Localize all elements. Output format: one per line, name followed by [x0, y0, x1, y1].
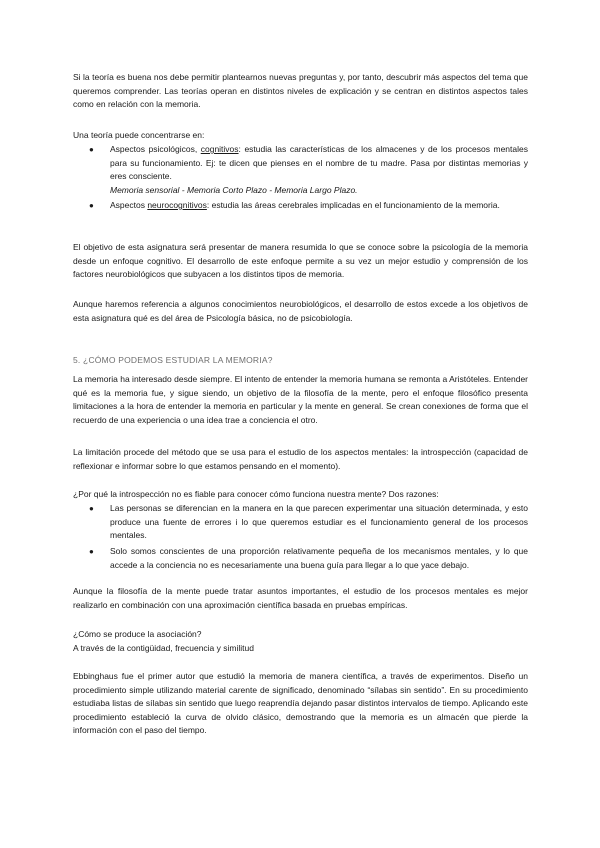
paragraph-neurobiology: Aunque haremos referencia a algunos conocimientos neurobiológicos, el desarrollo de estos excede a los objetivos de esta asignatura qué es del área de Psicología básica, no de psicobiología. — [73, 299, 528, 323]
list-item-cognitive: Aspectos psicológicos, cognitivos: estudia las características de los almacenes y de los procesos mentales para su funcionamiento. Ej: te dicen que pienses en el nombre de tu madre. Pasa por distintas memorias y eres consciente. Memoria sensorial - Memoria Corto Plazo - Memoria Largo Plazo. — [110, 144, 528, 195]
bullet-dot: ● — [89, 145, 94, 154]
bullet-dot: ● — [89, 201, 94, 210]
paragraph-memory-history: La memoria ha interesado desde siempre. El intento de entender la memoria humana se remonta a Aristóteles. Entender qué es la memoria fue, y sigue siendo, un objetivo de la filosofía de la mente, pero el enfoque filosófico presenta limitaciones a la hora de entender la memoria en particular y la mente en general. Se crean conexiones de forma que el recuerdo de una experiencia o una idea trae a conciencia el otro. — [73, 374, 529, 425]
paragraph-philosophy: Aunque la filosofía de la mente puede tratar asuntos importantes, el estudio de los procesos mentales es mejor realizarlo en combinación con una aproximación científica basada en pruebas empíricas. — [73, 586, 528, 610]
question-association: ¿Cómo se produce la asociación? — [73, 629, 202, 639]
paragraph-theory: Si la teoría es buena nos debe permitir plantearnos nuevas preguntas y, por tanto, descubrir más aspectos del tema que queremos comprender. Las teorías operan en distintos niveles de explicación y se centran en distintos aspectos tales como en relación con la memoria. — [73, 72, 528, 109]
list-item-reason-1: Las personas se diferencian en la manera en la que parecen experimentar una situación determinada, y esto produce una fuente de errores i lo que queremos estudiar es el funcionamiento general de los procesos mentales. — [110, 503, 528, 540]
answer-association: A través de la contigüidad, frecuencia y similitud — [73, 643, 254, 653]
section-heading: 5. ¿CÓMO PODEMOS ESTUDIAR LA MEMORIA? — [73, 355, 273, 365]
bullet-dot: ● — [89, 547, 94, 556]
paragraph-theory-focus: Una teoría puede concentrarse en: — [73, 130, 205, 140]
list-item-neurocognitive: Aspectos neurocognitivos: estudia las áreas cerebrales implicadas en el funcionamiento de la memoria. — [110, 200, 500, 210]
term-cognitivos: cognitivos — [200, 144, 239, 154]
bullet-dot: ● — [89, 504, 94, 513]
paragraph-introspection: La limitación procede del método que se usa para el estudio de los aspectos mentales: la introspección (capacidad de reflexionar e informar sobre lo que estamos pensando en el momento). — [73, 447, 528, 471]
paragraph-ebbinghaus: Ebbinghaus fue el primer autor que estudió la memoria de manera científica, a través de experimentos. Diseño un procedimiento simple utilizando material carente de significado, denominado “sílabas sin sentido”. En su procedimiento estudiaba listas de sílabas sin sentido que luego reaprendía dejando pasar distintos intervalos de tiempo. Aplicando este procedimiento estableció la curva de olvido clásico, demostrando que la memoria es un almacén que pierde la información con el paso del tiempo. — [73, 671, 528, 735]
term-neurocognitivos: neurocognitivos — [147, 200, 207, 210]
paragraph-objective: El objetivo de esta asignatura será presentar de manera resumida lo que se conoce sobre la psicología de la memoria desde un enfoque cognitivo. El desarrollo de este enfoque permite a su vez un mejor estudio y comprensión de los factores neurobiológicos que subyacen a los distintos tipos de memoria. — [73, 242, 528, 279]
memory-types-note: Memoria sensorial - Memoria Corto Plazo - Memoria Largo Plazo. — [110, 184, 358, 195]
paragraph-why-introspection: ¿Por qué la introspección no es fiable para conocer cómo funciona nuestra mente? Dos razones: — [73, 489, 439, 499]
list-item-reason-2: Solo somos conscientes de una proporción relativamente pequeña de los mecanismos mentales, y lo que accede a la conciencia no es necesariamente una buena guía para llegar a lo que yace debajo. — [110, 546, 528, 570]
